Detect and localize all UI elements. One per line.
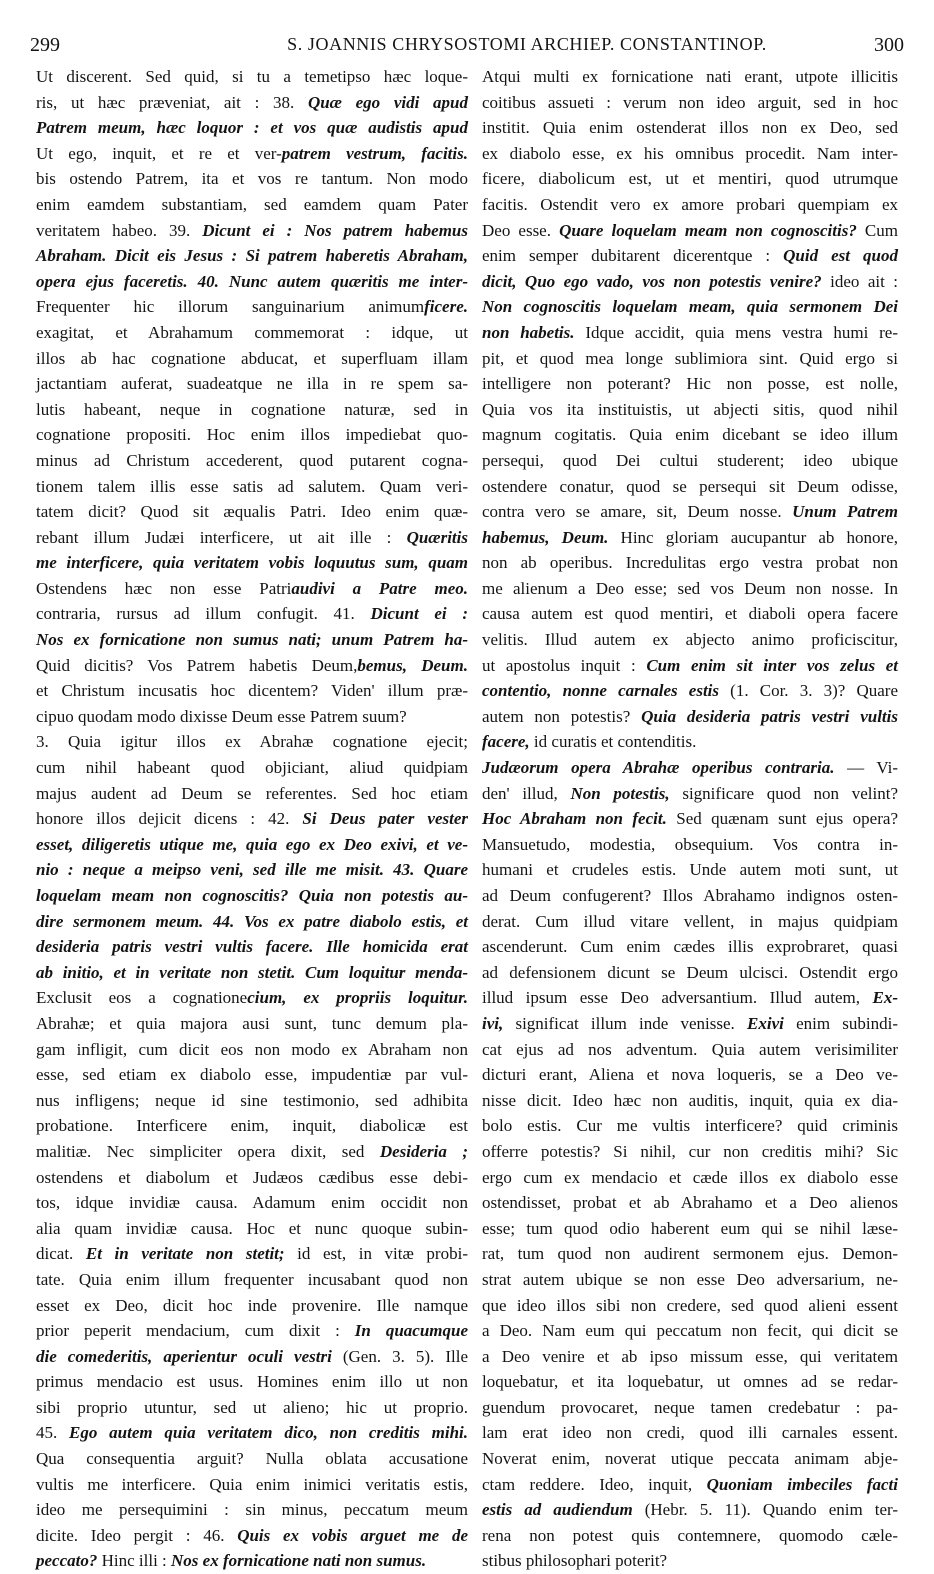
text-line [482,960,898,986]
text-run: loquebatur, et ita loquebatur, ut omnes ad se redar- [482,1372,898,1392]
text-run: 45. [36,1423,70,1443]
italic-quotation: nio : neque a meipso veni, sed ille me misit. 43. Quare [36,860,468,880]
text-line [482,806,898,832]
text-run: probatione. Interficere enim, inquit, diabolicæ est [36,1116,468,1136]
text-line [482,1344,898,1370]
text-run: a Deo venire et ab ipso missum esse, qui veritatem [482,1346,898,1366]
italic-quotation: Et in veritate non stetit; [85,1244,285,1264]
italic-quotation: Si Deus pater vester [302,809,468,829]
italic-quotation: Unum Patrem [792,502,899,522]
italic-quotation: contentio, nonne carnales estis [482,681,720,701]
text-line [482,1011,898,1037]
page-number-right: 300 [874,34,904,56]
text-run: ut apostolus inquit : [482,655,647,675]
text-line [36,1062,468,1088]
text-run: institit. Quia enim ostenderat illos non ex Deo, sed [482,118,898,138]
text-line [36,371,468,397]
text-line [482,1113,898,1139]
text-line [482,832,898,858]
text-run: nus infligens; neque id sine testimonio, sed adhibita [36,1090,468,1110]
italic-quotation: patrem vestrum, facitis. [281,143,468,163]
text-line [482,704,898,730]
text-run: tate. Quia enim illum frequenter incusabant quod non [36,1269,468,1289]
text-run: autem non potestis? [482,706,642,726]
text-run: nisse dicit. Ideo hæc non auditis, inquit, quia ex dia- [482,1090,898,1110]
text-run: Cum [856,220,898,240]
text-line [36,1523,468,1549]
text-line [36,1420,468,1446]
text-line [36,1497,468,1523]
italic-quotation: bemus, Deum. [357,655,468,675]
text-run: id curatis et contenditis. [529,732,697,752]
text-run: minus ad Christum accederent, quod putarent cogna- [36,450,468,470]
text-run: primus mendacio est usus. Homines enim illo ut non [36,1372,468,1392]
text-run: prior peperit mendacium, cum dixit : [36,1321,355,1341]
text-line [36,218,468,244]
italic-quotation: Abraham. Dicit eis Jesus : Si patrem haberetis Abraham, [36,246,468,266]
text-run: Ut discerent. Sed quid, si tu a temetipso hæc loque- [36,67,468,86]
text-run: enim semper dubitarent dicerentque : [482,246,784,266]
italic-quotation: dicit, Quo ego vado, vos non potestis venire? [482,271,822,291]
text-line [482,550,898,576]
text-line [36,1395,468,1421]
italic-quotation: Patrem meum, hæc loquor : et vos quæ audistis apud [36,118,468,138]
text-line [36,601,468,627]
text-run: contra vero se amare, sit, Deum nosse. [482,502,793,522]
text-run: Hinc gloriam aucupantur ab honore, [608,527,898,547]
text-run: ostendisset, probat et ab Abrahamo et a Deo alienos [482,1193,898,1213]
italic-quotation: opera ejus faceretis. 40. Nunc autem quæritis me inter- [36,271,468,291]
text-line [482,141,898,167]
text-line [36,1241,468,1267]
italic-quotation: Dicunt ei : Nos patrem habemus [202,220,469,240]
text-run: Sed quænam sunt ejus opera? [666,809,898,829]
text-line [482,115,898,141]
text-run: ergo cum ex mendacio et cæde illos ex diabolo esse [482,1167,898,1187]
text-run: Hinc illi : [97,1551,172,1571]
text-run: significat illum inde venisse. [503,1013,748,1033]
text-run: malitiæ. Nec simpliciter opera dixit, sed [36,1141,380,1161]
italic-quotation: Judæorum opera Abrahæ operibus contraria. [482,758,835,778]
text-run: derat. Cum illud vitare vellent, in majus quidpiam [482,911,898,931]
text-run: illos ab hac cognatione abducat, et superfluam illam [36,348,468,368]
text-line [36,525,468,551]
text-run: (Gen. 3. 5). Ille [331,1346,468,1366]
text-run: (1. Cor. 3. 3)? Quare [719,681,898,701]
text-run: contraria, rursus ad illum confugit. 41. [36,604,371,624]
text-run: ex diabolo esse, ex his omnibus procedit. Nam inter- [482,143,898,163]
text-run: velitis. Illud autem ex abjecto animo proficiscitur, [482,630,898,650]
text-run: tionem talem illis esse satis ad salutem. Quam veri- [36,476,468,496]
italic-quotation: Desideria ; [379,1141,468,1161]
text-run: Abrahæ; et quia majora ausi sunt, tunc demum pla- [36,1013,468,1033]
text-line [36,678,468,704]
text-run: Mansuetudo, modestia, obsequium. Vos contra in- [482,834,898,854]
text-line [36,64,468,90]
text-run: (Hebr. 5. 11). Quando enim ter- [632,1500,898,1520]
text-run: causa autem est quod mentiri, et diaboli opera facere [482,604,898,624]
text-run: cipuo quodam modo dixisse Deum esse Patrem suum? [36,706,407,726]
text-line [482,1548,898,1574]
italic-quotation: Quia desideria patris vestri vultis [641,706,898,726]
text-line [482,1241,898,1267]
text-line [36,346,468,372]
italic-quotation: Quoniam imbeciles facti [706,1474,899,1494]
text-line [482,1267,898,1293]
text-line [36,960,468,986]
text-run: intelligere non poterant? Hic non posse, est nolle, [482,374,898,394]
text-run: illud ipsum esse Deo adversantium. Illud autem, [482,988,873,1008]
text-line [482,985,898,1011]
text-line [482,1293,898,1319]
text-run: Deo esse. [482,220,560,240]
text-run: Ostendens hæc non esse Patri [36,578,292,598]
text-line [482,1165,898,1191]
text-line [36,806,468,832]
text-line [482,1190,898,1216]
text-line [36,448,468,474]
italic-quotation: Quæritis [406,527,468,547]
text-run: coitibus assueti : verum non ideo arguit, sed in hoc [482,92,898,112]
text-line [36,909,468,935]
text-line [36,1113,468,1139]
text-run: sibi proprio utuntur, sed ut alieno; hic ut proprio. [36,1397,468,1417]
text-line [482,525,898,551]
text-line [482,1446,898,1472]
text-run: 3. Quia igitur illos ex Abrahæ cognatione ejecit; [36,732,468,752]
text-run: ostendens et diabolum et Judæos cædibus esse debi- [36,1167,468,1187]
page-header [24,26,910,60]
italic-quotation: estis ad audiendum [482,1500,633,1520]
text-run: strat autem ubique se non esse Deo adversarium, ne- [482,1269,898,1289]
text-line [36,576,468,602]
text-run: lutis habeant, neque in cognatione naturæ, sed in [36,399,468,419]
italic-quotation: desideria patris vestri vultis facere. Ille homicida erat [36,937,468,957]
text-line [36,1216,468,1242]
text-run: Atqui multi ex fornicatione nati erant, utpote illicitis [482,67,898,86]
text-line [36,192,468,218]
text-run: ctam reddere. Ideo, inquit, [482,1474,707,1494]
text-line [36,90,468,116]
text-line [482,755,898,781]
text-line [482,857,898,883]
italic-quotation: Quæ ego vidi apud [307,92,469,112]
text-run: magnum cogitatis. Quia enim dicebant se ideo illum [482,425,898,445]
italic-quotation: Ex- [872,988,898,1008]
text-run: id est, in vitæ probi- [284,1244,468,1264]
text-run: dicturi erant, Aliena et nova loqueris, se a Deo ve- [482,1065,898,1085]
italic-quotation: Non cognoscitis loquelam meam, quia sermonem Dei [482,297,898,317]
text-line [482,243,898,269]
text-run: pit, et quod mea longe sublimiora sint. Quid ergo si [482,348,898,368]
text-line [482,1318,898,1344]
text-line [36,985,468,1011]
italic-quotation: me interficere, quia veritatem vobis loquutus sum, quam [36,553,468,573]
text-line [36,1139,468,1165]
text-run: a Deo. Nam eum qui peccatum non fecit, qui dicit se [482,1321,898,1341]
text-line [482,474,898,500]
text-run: esset ex Deo, dicit hoc inde provenire. Ille namque [36,1295,468,1315]
text-line [482,422,898,448]
text-line [482,64,898,90]
text-line [36,115,468,141]
text-run: tatem dicit? Quod sit æqualis Patri. Ideo enim quæ- [36,502,468,522]
text-line [482,883,898,909]
text-line [36,934,468,960]
text-line [482,320,898,346]
text-run: ad defensionem dicunt se Deum ulcisci. Ostendit ergo [482,962,898,982]
text-line [482,653,898,679]
text-line [36,474,468,500]
italic-quotation: Non potestis, [570,783,670,803]
text-line [36,141,468,167]
text-run: Frequenter hic illorum sanguinarium animum [36,297,425,317]
text-run: Quia vos ita instituistis, ut abjecti sitis, quod nihil [482,399,898,419]
text-line [36,1190,468,1216]
text-run: cognatione propositi. Hoc enim illos impediebat quo- [36,425,468,445]
text-line [482,218,898,244]
text-run: non ab operibus. Incredulitas ergo vestra probat non [482,553,898,573]
text-line [36,422,468,448]
text-line [36,1088,468,1114]
text-run: enim subindi- [783,1013,899,1033]
text-line [36,397,468,423]
text-line [36,1548,468,1574]
text-line [482,1395,898,1421]
text-run: tos, idque invidiæ causa. Adamum enim occidit non [36,1193,468,1213]
text-line [482,1062,898,1088]
text-line [36,1369,468,1395]
text-line [36,1446,468,1472]
text-run: alia quam invidiæ causa. Hoc et nunc quoque subin- [36,1218,468,1238]
text-line [36,832,468,858]
text-run: significare quod non velint? [669,783,898,803]
italic-quotation: non habetis. [482,322,575,342]
text-run: que ideo illos sibi non credere, sed quod alieni essent [482,1295,898,1315]
italic-quotation: die comederitis, aperientur oculi vestri [36,1346,332,1366]
italic-quotation: Nos ex fornicatione non sumus nati; unum Patrem ha- [36,630,468,650]
text-run: rat, tum quod non audirent sermonem ejus. Demon- [482,1244,898,1264]
text-run: vultis me interficere. Quia enim inimici veritatis estis, [36,1474,468,1494]
text-run: rebant illum Judæi interficere, ut ait ille : [36,527,407,547]
text-run: ad Deum confugerent? Illos Abrahamo indignos osten- [482,886,898,905]
text-line [36,243,468,269]
text-line [36,269,468,295]
text-line [36,729,468,755]
italic-quotation: audivi a Patre meo. [291,578,469,598]
text-run: ideo ait : [821,271,898,291]
text-run: persequi, quod Dei cultui studerent; ideo ubique [482,450,898,470]
text-line [36,627,468,653]
running-title: S. JOANNIS CHRYSOSTOMI ARCHIEP. CONSTANTINOP. [287,34,767,54]
text-run: jactantiam auferat, suadeatque ne illa in re spem sa- [36,374,468,394]
text-line [482,627,898,653]
text-run: stibus philosophari poterit? [482,1551,668,1571]
text-line [36,883,468,909]
text-run: enim eamdem substantiam, sed eamdem quam Pater [36,194,468,214]
italic-quotation: Ego autem quia veritatem dico, non creditis mihi. [69,1423,468,1443]
italic-quotation: Quare loquelam meam non cognoscitis? [559,220,857,240]
text-run: — Vi- [834,758,898,778]
text-run: bolo estis. Cur me vultis interficere? quid criminis [482,1116,898,1136]
italic-quotation: loquelam meam non cognoscitis? Quia non potestis au- [36,886,468,905]
text-run: lam erat ideo non credi, quod illi carnales essent. [482,1423,898,1443]
text-line [482,448,898,474]
italic-quotation: Cum enim sit inter vos zelus et [646,655,898,675]
text-line [482,166,898,192]
text-run: guendum provocaret, neque tamen credebatur : pa- [482,1397,898,1417]
italic-quotation: ivi, [482,1013,504,1033]
text-line [36,1037,468,1063]
italic-quotation: Exivi [747,1013,784,1033]
text-line [482,1523,898,1549]
text-run: exagitat, et Abrahamum commemorat : idque, ut [36,322,468,342]
text-run: cum nihil habeant quod objiciant, aliud quidpiam [36,758,468,778]
italic-quotation: peccato? [36,1551,98,1571]
right-text-column [482,64,899,1571]
text-line [482,1037,898,1063]
italic-quotation: Hoc Abraham non fecit. [482,809,667,829]
text-run: rena non potest quis contemnere, quomodo cæle- [482,1525,898,1545]
text-run: den' illud, [482,783,571,803]
italic-quotation: Quis ex vobis arguet me de [237,1525,468,1545]
text-line [36,1344,468,1370]
text-run: offerre potestis? Si nihil, cur non creditis mihi? Sic [482,1141,898,1161]
text-line [482,269,898,295]
text-line [482,909,898,935]
page-number-left: 299 [30,34,60,56]
text-line [36,550,468,576]
text-line [36,653,468,679]
text-run: humani et crudeles estis. Unde autem moti sunt, ut [482,860,898,880]
text-line [482,294,898,320]
text-run: dicat. [36,1244,86,1264]
text-run: ficere, diabolicum est, ut et mentiri, quod utrumque [482,169,898,189]
text-line [36,166,468,192]
italic-quotation: In quacumque [354,1321,468,1341]
text-run: Idque accidit, quia mens vestra humi re- [574,322,898,342]
text-line [482,934,898,960]
italic-quotation: ficere. [424,297,468,317]
text-run: Ut ego, inquit, et re et ver- [36,143,282,163]
text-line [482,1369,898,1395]
text-line [36,781,468,807]
text-line [482,1139,898,1165]
text-run: me alienum a Deo esse; sed vos Deum non nosse. In [482,578,898,598]
text-run: veritatem habeo. 39. [36,220,203,240]
italic-quotation: Nos ex fornicatione nati non sumus. [171,1551,427,1571]
text-line [482,371,898,397]
italic-quotation: Dicunt ei : [370,604,468,624]
text-run: Exclusit eos a cognatione [36,988,248,1008]
text-line [36,1318,468,1344]
text-line [482,729,898,755]
text-line [482,1472,898,1498]
text-line [36,755,468,781]
text-run: majus audent ad Deum se referentes. Sed hoc etiam [36,783,468,803]
italic-quotation: esset, diligeretis utique me, quia ego ex Deo exivi, et ve- [36,834,468,854]
text-line [482,346,898,372]
italic-quotation: Quid est quod [783,246,898,266]
text-line [482,499,898,525]
text-line [482,1497,898,1523]
text-line [36,1011,468,1037]
text-run: esse; tum quod odio haberent eum qui se nihil læse- [482,1218,898,1238]
text-run: facitis. Ostendit vero ex amore probari quempiam ex [482,194,898,214]
text-line [482,90,898,116]
text-run: ideo me persequimini : sin minus, peccatum meum [36,1500,468,1520]
text-line [482,601,898,627]
text-line [36,1293,468,1319]
text-run: esse, sed etiam ex diabolo esse, impudentiæ par vul- [36,1065,468,1085]
text-run: gam infligit, cum dicit eos non modo ex Abraham non [36,1039,468,1059]
italic-quotation: habemus, Deum. [482,527,609,547]
text-line [482,576,898,602]
text-run: honore illos dejicit dicens : 42. [36,809,303,829]
text-line [36,1267,468,1293]
text-line [482,678,898,704]
italic-quotation: ab initio, et in veritate non stetit. Cum loquitur menda- [36,962,468,982]
italic-quotation: dire sermonem meum. 44. Vos ex patre diabolo estis, et [36,911,468,931]
text-run: et Christum incusatis hoc dicentem? Viden' illum præ- [36,681,468,701]
text-line [482,1088,898,1114]
text-run: ascenderunt. Cum enim cædes illis exprobraret, quasi [482,937,898,957]
text-run: cat ejus ad nos adventum. Quia autem verisimiliter [482,1039,898,1059]
text-run: Quid dicitis? Vos Patrem habetis Deum, [36,655,358,675]
text-line [36,704,468,730]
text-run: ostendere conatur, quod se persequi sit Deum odisse, [482,476,898,496]
text-run: Noverat enim, noverat utique peccata animam abje- [482,1449,898,1469]
text-run: ris, ut hæc præveniat, ait : 38. [36,92,308,112]
text-line [36,1165,468,1191]
text-line [36,320,468,346]
text-run: dicite. Ideo pergit : 46. [36,1525,238,1545]
text-line [36,1472,468,1498]
text-line [482,1216,898,1242]
text-run: bis ostendo Patrem, ita et vos re tantum. Non modo [36,169,468,189]
italic-quotation: facere, [482,732,530,752]
text-line [36,294,468,320]
text-line [36,499,468,525]
left-text-column [36,64,469,1571]
text-line [482,397,898,423]
italic-quotation: cium, ex propriis loquitur. [247,988,468,1008]
text-line [482,1420,898,1446]
text-run: Qua consequentia arguit? Nulla oblata accusatione [36,1449,468,1469]
text-line [482,192,898,218]
text-line [36,857,468,883]
text-line [482,781,898,807]
